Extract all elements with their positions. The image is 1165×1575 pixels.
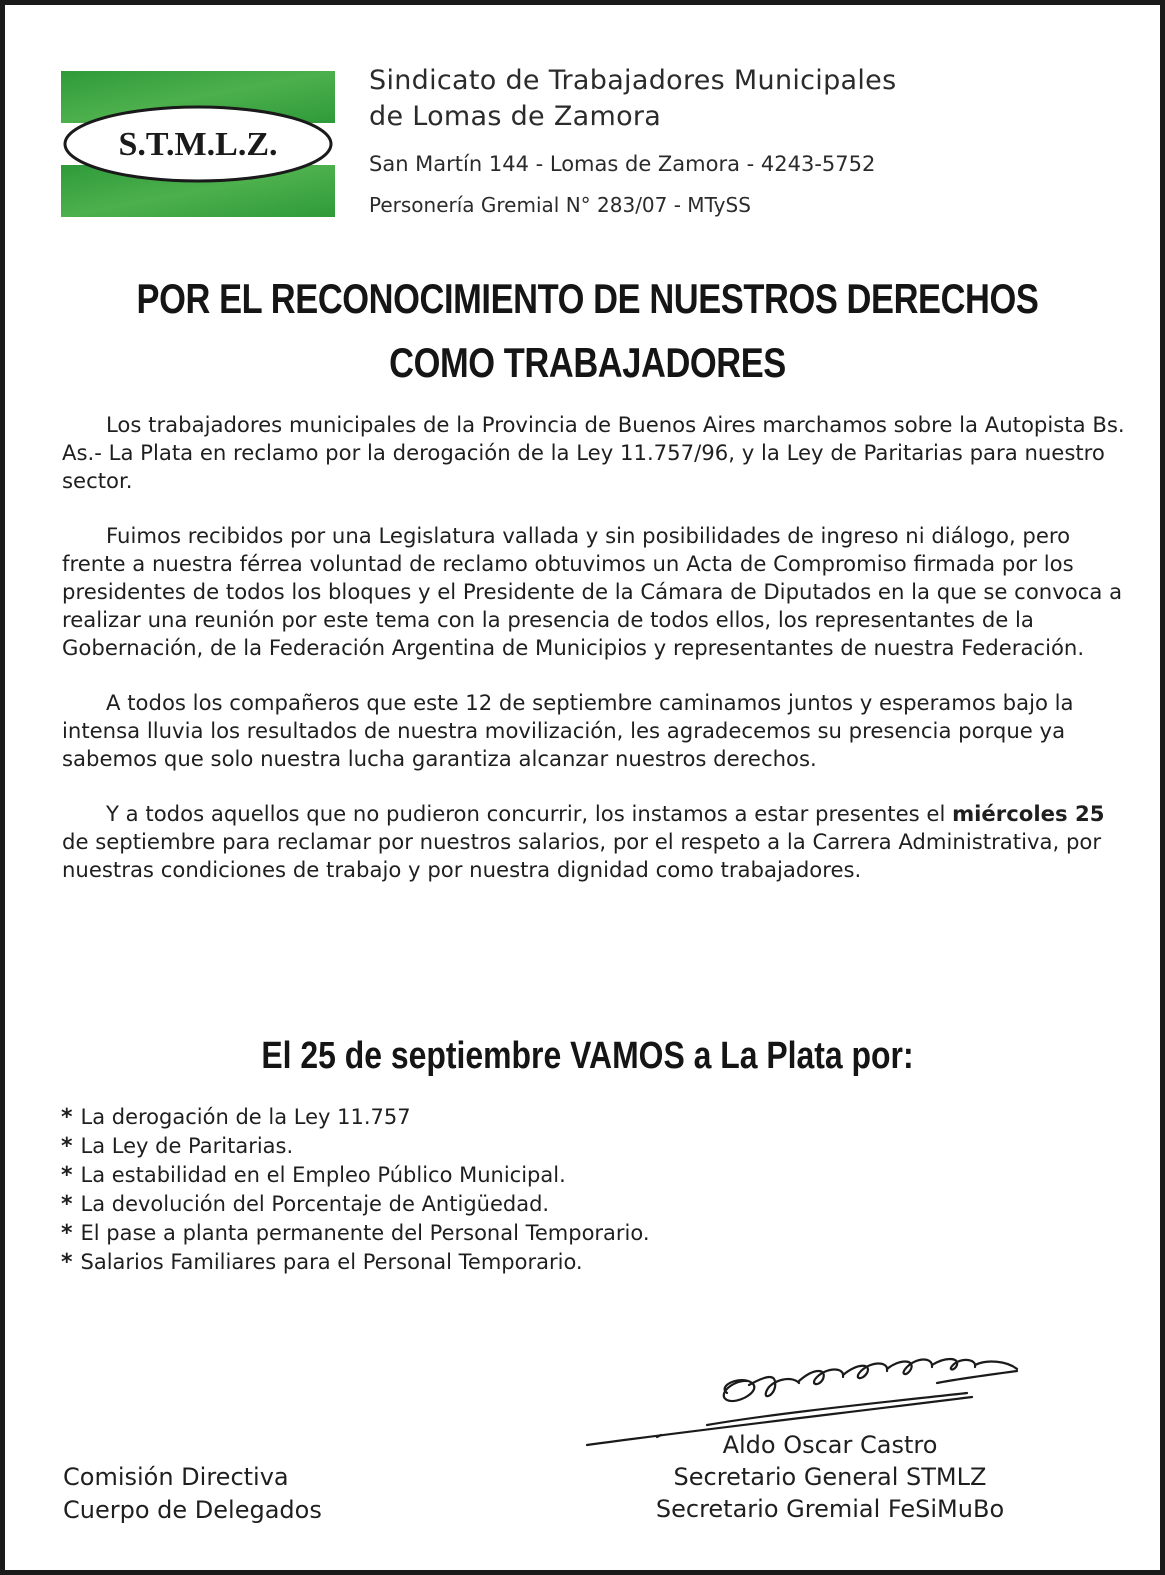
commission-label: Comisión Directiva: [63, 1463, 289, 1491]
paragraph-4-start: Y a todos aquellos que no pudieron concurrir, los instamos a estar presentes el: [106, 801, 946, 826]
bullet-star-icon: *: [61, 1250, 73, 1275]
paragraph-4-end: de septiembre para reclamar por nuestros salarios, por el respeto a la Carrera Administrativa, por nuestras condiciones de trabajo y por nuestra dignidad como trabajadores.: [62, 829, 1102, 882]
call-to-action-heading: El 25 de septiembre VAMOS a La Plata por:: [261, 1035, 914, 1077]
paragraph-4-date: miércoles 25: [952, 801, 1105, 826]
paragraph-1: Los trabajadores municipales de la Provincia de Buenos Aires marchamos sobre la Autopista Bs. As.- La Plata en reclamo por la derogación de la Ley 11.757/96, y la Ley de Paritarias para nuestro sector.: [62, 412, 1125, 493]
paragraph-4: [62, 800, 1137, 884]
body-text: [62, 411, 1137, 911]
bullet-star-icon: *: [61, 1134, 73, 1159]
list-item: * La estabilidad en el Empleo Público Municipal.: [61, 1163, 566, 1188]
title-line1: POR EL RECONOCIMIENTO DE NUESTROS DERECHOS: [136, 275, 1039, 322]
list-item: * La Ley de Paritarias.: [61, 1134, 294, 1159]
bullet-star-icon: *: [61, 1105, 73, 1130]
signer-block: [565, 1429, 1095, 1525]
registry: Personería Gremial N° 283/07 - MTySS: [369, 193, 751, 217]
union-logo: [61, 71, 335, 217]
demands-list: [61, 1103, 650, 1277]
title-line2: COMO TRABAJADORES: [389, 339, 786, 386]
list-item: * La derogación de la Ley 11.757: [61, 1105, 411, 1130]
logo-text: S.T.M.L.Z.: [118, 126, 278, 163]
paragraph-3: A todos los compañeros que este 12 de septiembre caminamos juntos y esperamos bajo la intensa lluvia los resultados de nuestra movilización, les agradecemos su presencia porque ya sabemos que solo nuestra lucha garantiza alcanzar nuestros derechos.: [62, 690, 1074, 771]
delegates-label: Cuerpo de Delegados: [63, 1496, 322, 1524]
bullet-star-icon: *: [61, 1192, 73, 1217]
address: San Martín 144 - Lomas de Zamora - 4243-5752: [369, 152, 876, 176]
bullet-star-icon: *: [61, 1221, 73, 1246]
org-name-line1: Sindicato de Trabajadores Municipales: [369, 65, 897, 96]
org-name-line2: de Lomas de Zamora: [369, 101, 662, 132]
footer-left: [63, 1461, 322, 1527]
list-item: * La devolución del Porcentaje de Antigüedad.: [61, 1192, 550, 1217]
list-item: * Salarios Familiares para el Personal Temporario.: [61, 1250, 583, 1275]
signer-role-2: Secretario Gremial FeSiMuBo: [655, 1495, 1005, 1523]
list-item: * El pase a planta permanente del Personal Temporario.: [61, 1221, 650, 1246]
letterhead: [369, 63, 896, 218]
signer-role-1: Secretario General STMLZ: [673, 1463, 987, 1491]
bullet-star-icon: *: [61, 1163, 73, 1188]
signer-name: Aldo Oscar Castro: [722, 1431, 938, 1459]
paragraph-2: Fuimos recibidos por una Legislatura vallada y sin posibilidades de ingreso ni diálogo, pero frente a nuestra férrea voluntad de reclamo obtuvimos un Acta de Compromiso firmada por los presidentes de todos los bloques y el Presidente de la Cámara de Diputados en la que se convoca a realizar una reunión por este tema con la presencia de todos ellos, los representantes de la Gobernación, de la Federación Argentina de Municipios y representantes de nuestra Federación.: [62, 523, 1123, 660]
page-title: [110, 267, 1065, 395]
